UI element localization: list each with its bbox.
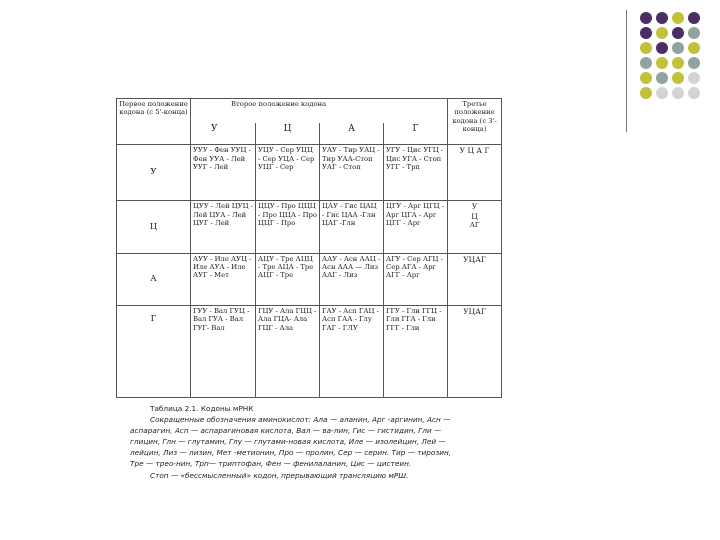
third-base-cell: УЦАГ [448, 305, 502, 397]
second-position-header: Второе положение кодона [191, 99, 448, 123]
codon-cell: УГУ - Цис УГЦ - Цис УГА - Стоп УГГ - Трп [384, 145, 448, 201]
dot-light [656, 87, 668, 99]
codon-cell: ГУУ - Вал ГУЦ - Вал ГУА - Вал ГУГ- Вал [191, 305, 256, 397]
dot-purple [672, 27, 684, 39]
second-base-g: Г [384, 123, 448, 145]
caption-line: глицин, Глн — глутамин, Глу — глутами-новая кислота, Иле — изолейцин, Лей — [130, 437, 446, 447]
dot-olive [672, 57, 684, 69]
codon-cell: УУУ - Фен УУЦ - Фен УУА - Лей УУГ - Лей [191, 145, 256, 201]
codon-cell: АГУ - Сер АГЦ - Сер АГА - Арг АГГ - Арг [384, 253, 448, 305]
third-base-line: АГ [469, 221, 480, 230]
dot-light [688, 72, 700, 84]
codon-cell: АЦУ - Тре АЦЦ - Тре АЦА - Тре АЦГ - Тре [256, 253, 320, 305]
dot-purple [656, 42, 668, 54]
caption-line: Тре — трео-нин, Трп— триптофан, Фен — фенилаланин, Цис — цистеин. [130, 459, 412, 469]
third-base-cell: У Ц А Г [448, 145, 502, 201]
third-base-line: У [471, 202, 478, 212]
caption-line: аспарагин, Асп — аспарагиновая кислота, Вал — ва-лин, Гис — гистидин, Гли — [130, 426, 442, 436]
decorative-dot-grid [640, 12, 712, 112]
first-position-header: Первое положение кодона (с 5'-конца) [117, 99, 191, 145]
second-base-c: Ц [256, 123, 320, 145]
third-base-line: Ц [471, 211, 478, 221]
codon-table [116, 98, 502, 398]
second-base-u: У [191, 123, 256, 145]
vertical-divider-line [626, 10, 627, 132]
dot-olive [656, 57, 668, 69]
caption-line: Сокращенные обозначения аминокислот: Ала — аланин, Арг -аргинин, Асн — [150, 415, 451, 425]
dot-purple [640, 12, 652, 24]
caption-line: Стоп — «бессмысленный» кодон, прерывающий трансляцию мРШ. [150, 470, 409, 480]
dot-grey [688, 27, 700, 39]
table-row [117, 201, 502, 253]
codon-cell: ГГУ - Гли ГГЦ - Гли ГГА - Гли ГГГ - Гли [384, 305, 448, 397]
dot-olive [640, 87, 652, 99]
third-base-cell [448, 201, 502, 253]
dot-purple [688, 12, 700, 24]
codon-cell: ААУ - Асн ААЦ - Асн ААА — Лиз ААГ - Лиз [320, 253, 384, 305]
dot-grey [688, 57, 700, 69]
caption-line: лейцин, Лиз — лизин, Мет -метионин, Про — пролин, Сер — серин. Тир — тирозин, [130, 448, 452, 458]
dot-olive [656, 27, 668, 39]
second-base-a: А [320, 123, 384, 145]
first-base-cell: А [117, 253, 191, 305]
codon-cell: ГАУ - Асп ГАЦ - Асп ГАА - Глу ГАГ - ГЛУ [320, 305, 384, 397]
codon-cell: АУУ - Иле АУЦ - Иле АУА - Иле АУГ - Мет [191, 253, 256, 305]
dot-olive [640, 72, 652, 84]
dot-purple [640, 27, 652, 39]
table-row [117, 305, 502, 397]
first-base-cell: У [117, 145, 191, 201]
table-row [117, 145, 502, 201]
dot-grey [640, 57, 652, 69]
codon-cell: ЦУУ - Лей ЦУЦ - Лей ЦУА - Лей ЦУГ - Лей [191, 201, 256, 253]
codon-cell: ГЦУ - Ала ГЦЦ - Ала ГЦА- Ала ГЦГ - Ала [256, 305, 320, 397]
dot-purple [656, 12, 668, 24]
table-header-row [117, 99, 502, 123]
third-base-cell: УЦАГ [448, 253, 502, 305]
dot-olive [672, 72, 684, 84]
codon-cell: УЦУ - Сер УЦЦ - Сер УЦА - Сер УЦГ - Сер [256, 145, 320, 201]
dot-light [688, 87, 700, 99]
third-position-header: Третье положение кодона (с 3'-конца) [448, 99, 502, 145]
codon-cell: УАУ - Тир УАЦ - Тир УАА-Стоп УАГ - Стоп [320, 145, 384, 201]
caption-title: Таблица 2.1. Кодоны мРНК [150, 404, 254, 413]
codon-cell: ЦАУ - Гис ЦАЦ - Гис ЦАА -Глн ЦАГ -Глн [320, 201, 384, 253]
table-caption [130, 403, 502, 481]
first-base-cell: Г [117, 305, 191, 397]
dot-olive [688, 42, 700, 54]
dot-grey [672, 42, 684, 54]
dot-grey [656, 72, 668, 84]
codon-cell: ЦЦУ - Про ЦЦЦ - Про ЦЦА - Про ЦЦГ - Про [256, 201, 320, 253]
table-row [117, 253, 502, 305]
first-base-cell: Ц [117, 201, 191, 253]
codon-cell: ЦГУ - Арг ЦГЦ - Арг ЦГА - Арг ЦГГ - Арг [384, 201, 448, 253]
dot-olive [640, 42, 652, 54]
dot-light [672, 87, 684, 99]
dot-olive [672, 12, 684, 24]
